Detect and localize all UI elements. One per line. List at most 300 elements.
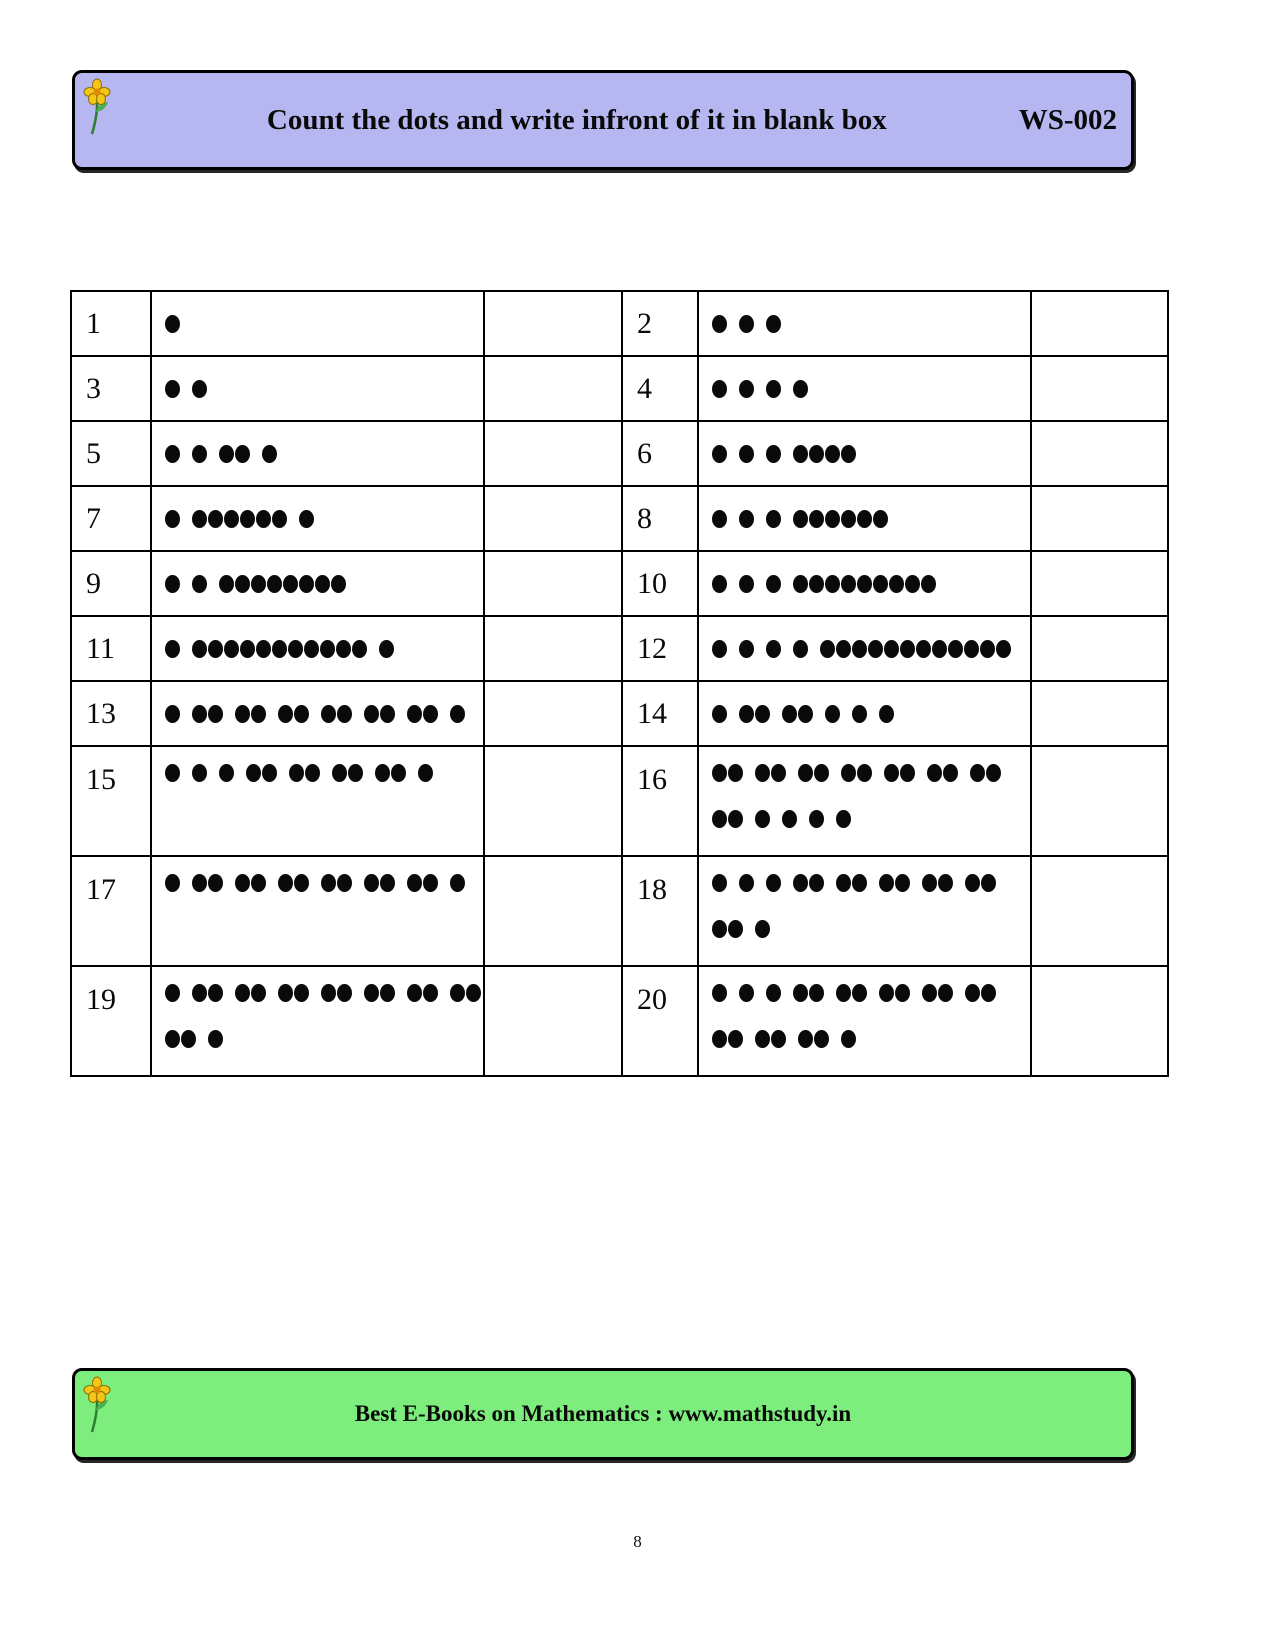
dot-group	[262, 445, 278, 463]
dot	[235, 445, 250, 463]
worksheet-title: Count the dots and write infront of it in blank box	[266, 103, 887, 136]
dot	[798, 705, 813, 723]
dot	[868, 640, 883, 658]
item-number: 12	[622, 616, 698, 681]
dot-group	[820, 640, 1012, 658]
dot	[820, 640, 835, 658]
dot	[423, 705, 438, 723]
dot-group	[836, 984, 868, 1002]
dot-group	[712, 640, 728, 658]
answer-box-7[interactable]	[484, 486, 622, 551]
dot	[879, 984, 894, 1002]
dot-group	[793, 575, 937, 593]
dot-group	[165, 510, 181, 528]
dot	[219, 575, 234, 593]
dots-cell	[151, 616, 484, 681]
dot	[728, 764, 743, 782]
dot	[809, 984, 824, 1002]
item-number: 15	[71, 746, 151, 856]
dot-group	[755, 1030, 787, 1048]
item-number: 16	[622, 746, 698, 856]
dot	[294, 874, 309, 892]
dot	[857, 575, 872, 593]
dot	[739, 575, 754, 593]
dot	[825, 575, 840, 593]
dot-group	[299, 510, 315, 528]
dot	[165, 445, 180, 463]
dot	[766, 380, 781, 398]
dot	[450, 984, 465, 1002]
dots-line	[165, 873, 483, 893]
dot	[986, 764, 1001, 782]
dot	[964, 640, 979, 658]
dot-group	[793, 874, 825, 892]
dot	[922, 874, 937, 892]
dot-group	[793, 380, 809, 398]
dot	[712, 810, 727, 828]
dot-group	[793, 445, 857, 463]
dot-group	[782, 705, 814, 723]
dot-group	[219, 445, 251, 463]
table-row	[71, 551, 1168, 616]
footer-text: Best E-Books on Mathematics : www.mathstudy.in	[354, 1401, 852, 1426]
dot	[793, 575, 808, 593]
dot	[256, 640, 271, 658]
dot	[793, 640, 808, 658]
dot-group	[755, 810, 771, 828]
dot	[841, 445, 856, 463]
answer-box-15[interactable]	[484, 746, 622, 856]
dots-line	[165, 763, 483, 783]
dot-group	[884, 764, 916, 782]
dot	[981, 874, 996, 892]
item-number: 3	[71, 356, 151, 421]
dot-group	[836, 874, 868, 892]
answer-box-17[interactable]	[484, 856, 622, 966]
dot-group	[793, 510, 889, 528]
dot-group	[165, 640, 181, 658]
dot	[739, 984, 754, 1002]
dot	[809, 810, 824, 828]
dot	[857, 510, 872, 528]
dot	[782, 705, 797, 723]
dot	[320, 640, 335, 658]
dots-cell	[698, 551, 1031, 616]
dot-group	[739, 380, 755, 398]
dot-group	[766, 640, 782, 658]
dot	[450, 705, 465, 723]
dot	[165, 380, 180, 398]
dot-group	[766, 984, 782, 1002]
table-row	[71, 421, 1168, 486]
dot	[852, 705, 867, 723]
dot	[996, 640, 1011, 658]
dot-group	[321, 984, 353, 1002]
dot	[712, 705, 727, 723]
dots-cell	[698, 681, 1031, 746]
dots-line	[712, 314, 1030, 334]
dot-group	[450, 874, 466, 892]
dot	[219, 445, 234, 463]
dot-group	[192, 445, 208, 463]
answer-box-20[interactable]	[1031, 966, 1168, 1076]
dot-group	[192, 380, 208, 398]
dot	[712, 1030, 727, 1048]
dot	[836, 874, 851, 892]
table-row	[71, 356, 1168, 421]
dot-group	[418, 764, 434, 782]
dots-line	[165, 444, 483, 464]
dot	[305, 764, 320, 782]
dot-group	[332, 764, 364, 782]
dot-group	[766, 380, 782, 398]
dot	[841, 575, 856, 593]
dot-group	[165, 445, 181, 463]
dot	[739, 874, 754, 892]
dots-cell	[151, 421, 484, 486]
dot	[208, 1030, 223, 1048]
dot	[294, 984, 309, 1002]
answer-box-10[interactable]	[1031, 551, 1168, 616]
dot-group	[825, 705, 841, 723]
dot-group	[755, 920, 771, 938]
dot	[352, 640, 367, 658]
dot	[884, 764, 899, 782]
dot-group	[450, 984, 482, 1002]
dot	[246, 764, 261, 782]
dot-group	[192, 510, 288, 528]
dot-group	[192, 640, 368, 658]
dot	[728, 1030, 743, 1048]
dot	[192, 445, 207, 463]
dot-group	[782, 810, 798, 828]
dot	[712, 510, 727, 528]
dot	[407, 705, 422, 723]
dot	[922, 984, 937, 1002]
dot	[728, 810, 743, 828]
dot	[219, 764, 234, 782]
dot	[712, 380, 727, 398]
header-banner	[72, 70, 1134, 170]
dot	[852, 874, 867, 892]
item-number: 1	[71, 291, 151, 356]
dots-cell	[698, 746, 1031, 856]
dot-group	[165, 575, 181, 593]
dot-group	[712, 1030, 744, 1048]
dot	[948, 640, 963, 658]
flower-icon	[83, 1376, 121, 1434]
dot	[262, 764, 277, 782]
dot	[841, 510, 856, 528]
dots-cell	[151, 966, 484, 1076]
dot-group	[739, 510, 755, 528]
item-number: 9	[71, 551, 151, 616]
dot-group	[712, 380, 728, 398]
dot	[288, 640, 303, 658]
dot-group	[278, 874, 310, 892]
dot-group	[793, 984, 825, 1002]
dot	[900, 640, 915, 658]
answer-box-11[interactable]	[484, 616, 622, 681]
page-number: 8	[633, 1532, 642, 1551]
dot	[240, 510, 255, 528]
dot	[315, 575, 330, 593]
dot-group	[739, 315, 755, 333]
answer-box-2[interactable]	[1031, 291, 1168, 356]
dot	[450, 874, 465, 892]
dot	[192, 764, 207, 782]
dot	[235, 705, 250, 723]
dot-group	[712, 874, 728, 892]
dot-group	[364, 705, 396, 723]
dot	[321, 984, 336, 1002]
answer-box-14[interactable]	[1031, 681, 1168, 746]
dot	[337, 705, 352, 723]
dot-group	[766, 445, 782, 463]
dot	[873, 575, 888, 593]
dot	[348, 764, 363, 782]
dot	[181, 1030, 196, 1048]
dot	[380, 874, 395, 892]
dot	[208, 984, 223, 1002]
dot-group	[321, 874, 353, 892]
dot	[793, 510, 808, 528]
dot-group	[739, 984, 755, 1002]
dot	[879, 705, 894, 723]
dot-group	[289, 764, 321, 782]
dot	[337, 984, 352, 1002]
dot	[235, 874, 250, 892]
item-number: 17	[71, 856, 151, 966]
answer-box-12[interactable]	[1031, 616, 1168, 681]
answer-box-16[interactable]	[1031, 746, 1168, 856]
answer-box-5[interactable]	[484, 421, 622, 486]
dot	[235, 984, 250, 1002]
dot	[873, 510, 888, 528]
dots-line	[165, 983, 483, 1003]
dots-cell	[151, 551, 484, 616]
dot	[165, 575, 180, 593]
answer-box-3[interactable]	[484, 356, 622, 421]
dot	[208, 874, 223, 892]
dot	[739, 445, 754, 463]
item-number: 19	[71, 966, 151, 1076]
dot-group	[712, 920, 744, 938]
dots-cell	[151, 486, 484, 551]
dots-line	[712, 763, 1030, 783]
dot	[336, 640, 351, 658]
dot	[304, 640, 319, 658]
worksheet-code: WS-002	[1018, 103, 1117, 136]
dot-group	[219, 764, 235, 782]
dot-group	[165, 874, 181, 892]
dot	[251, 575, 266, 593]
dot	[192, 510, 207, 528]
item-number: 11	[71, 616, 151, 681]
dot	[712, 575, 727, 593]
dot	[165, 510, 180, 528]
dot	[321, 874, 336, 892]
dot	[798, 1030, 813, 1048]
dot	[418, 764, 433, 782]
dot	[251, 874, 266, 892]
dot	[379, 640, 394, 658]
item-number: 18	[622, 856, 698, 966]
item-number: 6	[622, 421, 698, 486]
dot-group	[922, 874, 954, 892]
dot	[262, 445, 277, 463]
item-number: 7	[71, 486, 151, 551]
dot-group	[165, 705, 181, 723]
dot	[208, 640, 223, 658]
dot	[798, 764, 813, 782]
dot-group	[970, 764, 1002, 782]
dot	[712, 445, 727, 463]
dot	[895, 874, 910, 892]
dot	[836, 640, 851, 658]
dot-group	[165, 315, 181, 333]
dot	[809, 575, 824, 593]
dot-group	[739, 874, 755, 892]
dot	[766, 640, 781, 658]
dot	[299, 575, 314, 593]
dots-line	[712, 873, 1030, 893]
dot	[251, 984, 266, 1002]
dots-line	[165, 1029, 483, 1049]
dot	[294, 705, 309, 723]
dot	[278, 874, 293, 892]
dot	[766, 315, 781, 333]
item-number: 20	[622, 966, 698, 1076]
dot	[267, 575, 282, 593]
dot-group	[278, 984, 310, 1002]
dot-group	[712, 575, 728, 593]
dot-group	[165, 984, 181, 1002]
dots-line	[712, 1029, 1030, 1049]
answer-box-1[interactable]	[484, 291, 622, 356]
dots-line	[712, 983, 1030, 1003]
dot	[809, 510, 824, 528]
dot	[712, 640, 727, 658]
answer-box-4[interactable]	[1031, 356, 1168, 421]
dot	[836, 810, 851, 828]
item-number: 2	[622, 291, 698, 356]
answer-box-18[interactable]	[1031, 856, 1168, 966]
dot	[337, 874, 352, 892]
dot	[755, 920, 770, 938]
dot-group	[879, 984, 911, 1002]
dots-cell	[698, 856, 1031, 966]
dot-group	[879, 874, 911, 892]
dot	[980, 640, 995, 658]
dots-line	[712, 639, 1030, 659]
dot-group	[766, 874, 782, 892]
dot-group	[712, 984, 728, 1002]
dot	[235, 575, 250, 593]
dot	[932, 640, 947, 658]
dot-group	[712, 705, 728, 723]
answer-box-13[interactable]	[484, 681, 622, 746]
dots-line	[712, 919, 1030, 939]
dot-group	[739, 575, 755, 593]
dots-line	[165, 509, 483, 529]
dot	[921, 575, 936, 593]
dot	[380, 984, 395, 1002]
dots-cell	[698, 291, 1031, 356]
answer-box-6[interactable]	[1031, 421, 1168, 486]
dot-group	[165, 764, 181, 782]
dot-group	[841, 764, 873, 782]
dot	[814, 1030, 829, 1048]
dot-group	[192, 575, 208, 593]
dot	[852, 984, 867, 1002]
table-row	[71, 966, 1168, 1076]
dot-group	[450, 705, 466, 723]
dots-line	[165, 574, 483, 594]
answer-box-19[interactable]	[484, 966, 622, 1076]
dots-line	[165, 379, 483, 399]
dot-group	[879, 705, 895, 723]
dot	[375, 764, 390, 782]
dot	[165, 984, 180, 1002]
dot	[825, 510, 840, 528]
dot-group	[712, 445, 728, 463]
dot-group	[364, 874, 396, 892]
dot-group	[192, 874, 224, 892]
dot	[165, 1030, 180, 1048]
dot	[755, 1030, 770, 1048]
dot	[364, 874, 379, 892]
dot-group	[852, 705, 868, 723]
dot-group	[965, 874, 997, 892]
dots-cell	[151, 856, 484, 966]
dot	[739, 315, 754, 333]
answer-box-8[interactable]	[1031, 486, 1168, 551]
dot	[981, 984, 996, 1002]
dot	[884, 640, 899, 658]
dot-group	[219, 575, 347, 593]
dot-group	[375, 764, 407, 782]
dot	[165, 315, 180, 333]
answer-box-9[interactable]	[484, 551, 622, 616]
dot	[272, 510, 287, 528]
table-row	[71, 856, 1168, 966]
dots-cell	[151, 681, 484, 746]
dot-group	[793, 640, 809, 658]
dot	[739, 380, 754, 398]
dot	[889, 575, 904, 593]
dot-group	[235, 705, 267, 723]
dot	[224, 640, 239, 658]
dots-line	[165, 704, 483, 724]
dot	[165, 640, 180, 658]
table-row	[71, 616, 1168, 681]
dot	[766, 874, 781, 892]
dot	[331, 575, 346, 593]
dot	[192, 984, 207, 1002]
dot-group	[927, 764, 959, 782]
dot	[841, 1030, 856, 1048]
dot	[278, 984, 293, 1002]
dot	[793, 445, 808, 463]
dot-group	[739, 445, 755, 463]
dots-cell	[698, 486, 1031, 551]
item-number: 8	[622, 486, 698, 551]
dot-group	[246, 764, 278, 782]
dot-group	[165, 1030, 197, 1048]
table-row	[71, 486, 1168, 551]
dot	[712, 315, 727, 333]
